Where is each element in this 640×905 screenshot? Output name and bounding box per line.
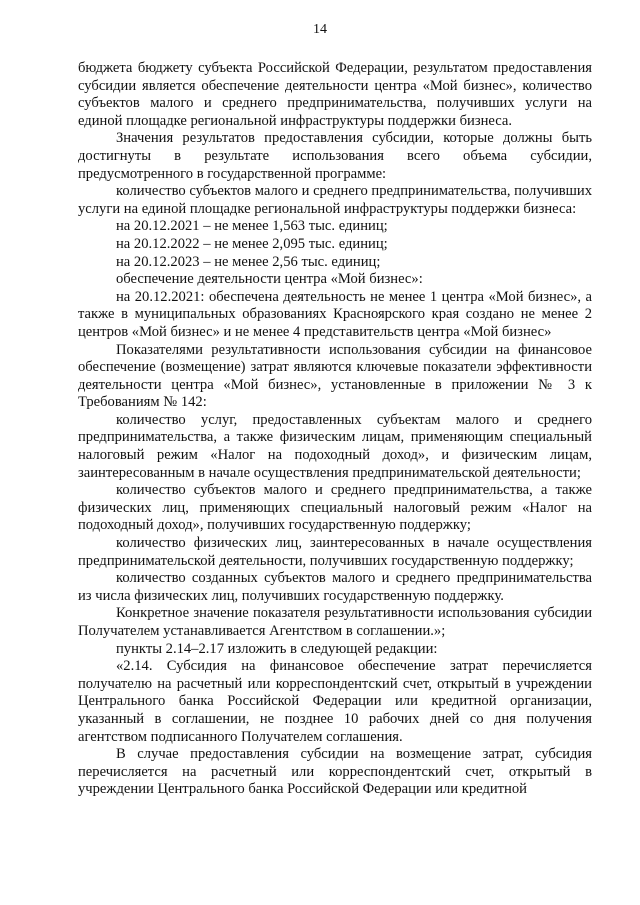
paragraph: на 20.12.2021: обеспечена деятельность не менее 1 центра «Мой бизнес», а также в муниципальных образованиях Красноярского края создано не менее 2 центров «Мой бизнес» и не менее 4 представительств центра «Мой бизнес» <box>78 288 592 340</box>
paragraph: количество субъектов малого и среднего предпринимательства, получивших услуги на единой площадке региональной инфраструктуры поддержки бизнеса: <box>78 183 592 217</box>
paragraph: количество услуг, предоставленных субъектам малого и среднего предпринимательства, а также физическим лицам, применяющим специальный налоговый режим «Налог на подоходный доход», и физическим лицам, заинтересованным в начале осуществления предпринимательской деятельности; <box>78 411 592 481</box>
document-body <box>78 60 592 799</box>
paragraph: обеспечение деятельности центра «Мой бизнес»: <box>116 271 423 288</box>
paragraph: количество созданных субъектов малого и среднего предпринимательства из числа физических лиц, получивших государственную поддержку. <box>78 570 592 604</box>
paragraph: на 20.12.2021 – не менее 1,563 тыс. единиц; <box>116 218 388 235</box>
paragraph: «2.14. Субсидия на финансовое обеспечение затрат перечисляется получателю на расчетный или корреспондентский счет, открытый в учреждении Центрального банка Российской Федерации или кредитной организации, указанный в соглашении, не позднее 10 рабочих дней со дня получения агентством подписанного Получателем соглашения. <box>78 658 592 745</box>
page-number: 14 <box>313 22 327 37</box>
paragraph: Конкретное значение показателя результативности использования субсидии Получателем устанавливается Агентством в соглашении.»; <box>78 605 592 639</box>
paragraph: Показателями результативности использования субсидии на финансовое обеспечение (возмещение) затрат являются ключевые показатели эффективности деятельности центра «Мой бизнес», установленные в приложении № 3 к Требованиям № 142: <box>78 341 592 411</box>
paragraph: В случае предоставления субсидии на возмещение затрат, субсидия перечисляется на расчетный или корреспондентский счет, открытый в учреждении Центрального банка Российской Федерации или кредитной <box>78 746 592 798</box>
paragraph: количество субъектов малого и среднего предпринимательства, а также физических лиц, применяющих специальный налоговый режим «Налог на подоходный доход», получивших государственную поддержку; <box>78 482 592 534</box>
paragraph: на 20.12.2023 – не менее 2,56 тыс. единиц; <box>116 253 381 270</box>
paragraph: на 20.12.2022 – не менее 2,095 тыс. единиц; <box>116 235 388 252</box>
paragraph: количество физических лиц, заинтересованных в начале осуществления предпринимательской деятельности, получивших государственную поддержку; <box>78 535 592 569</box>
paragraph: бюджета бюджету субъекта Российской Федерации, результатом предоставления субсидии является обеспечение деятельности центра «Мой бизнес», количество субъектов малого и среднего предпринимательства, получивших услуги на единой площадке региональной инфраструктуры поддержки бизнеса. <box>78 60 592 129</box>
paragraph: Значения результатов предоставления субсидии, которые должны быть достигнуты в результате использования всего объема субсидии, предусмотренного в государственной программе: <box>78 130 592 182</box>
paragraph: пункты 2.14–2.17 изложить в следующей редакции: <box>116 640 438 657</box>
